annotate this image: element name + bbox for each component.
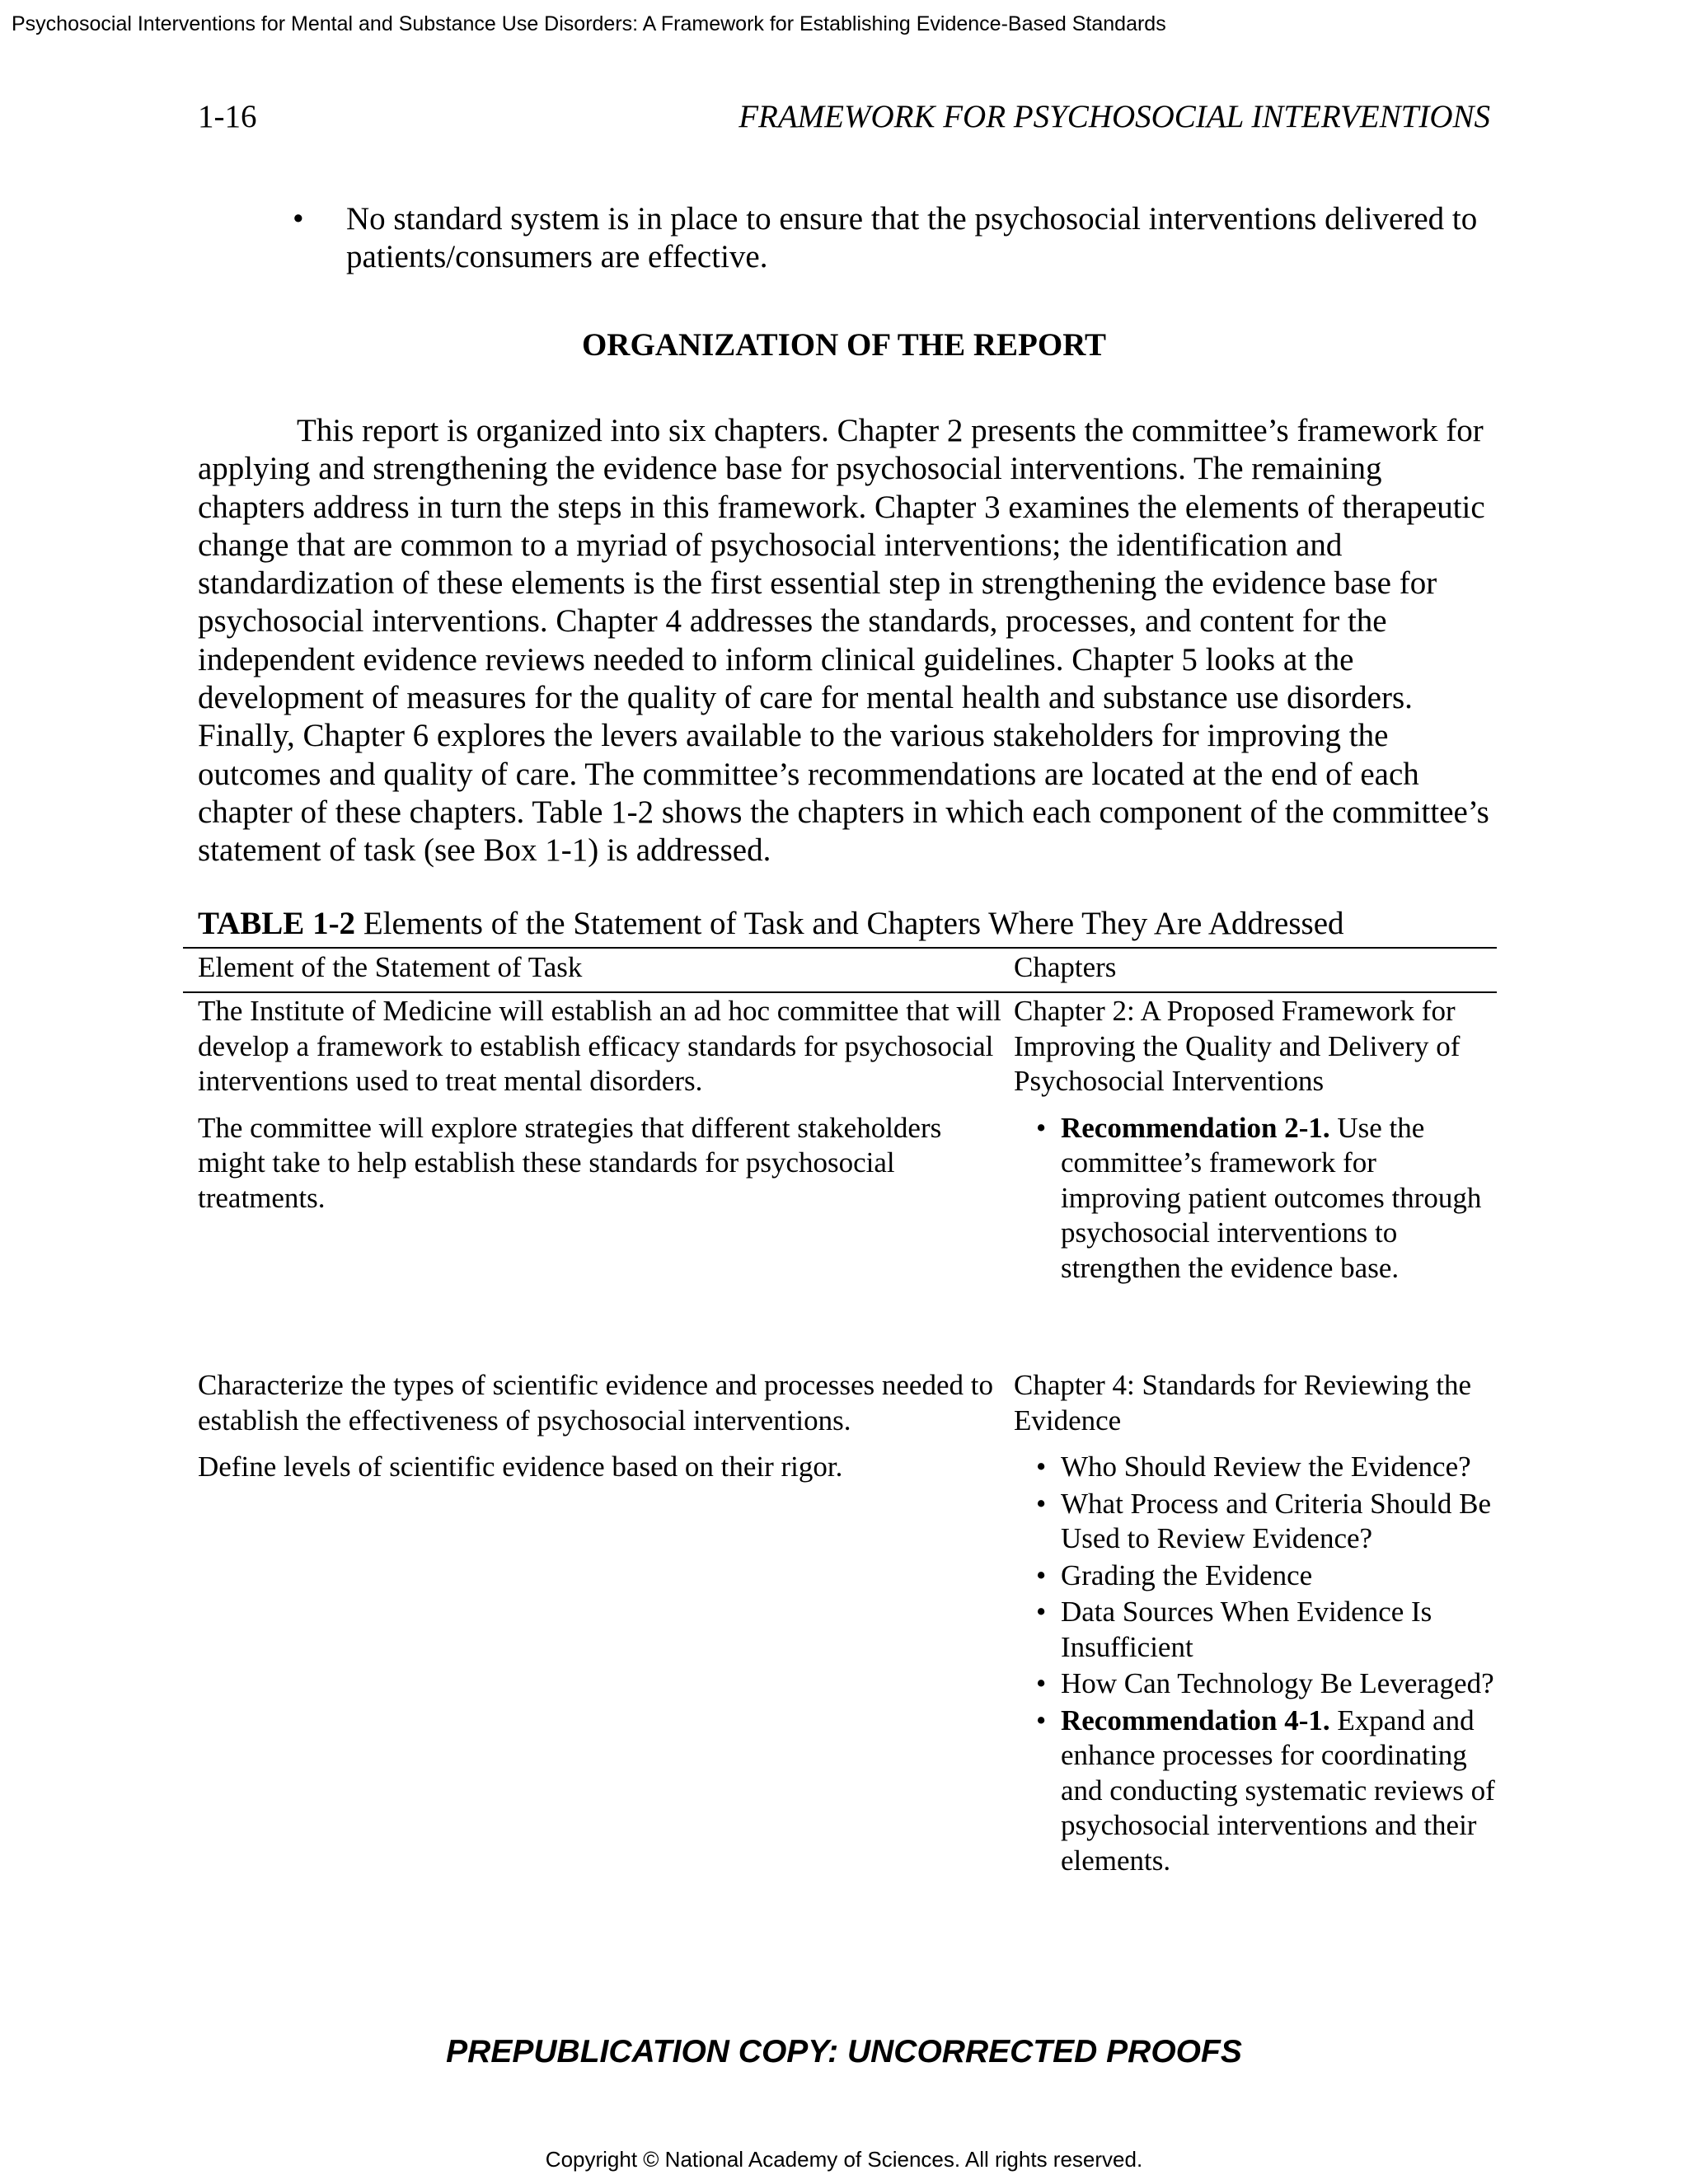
table-cell: Define levels of scientific evidence based on their rigor. — [198, 1451, 843, 1483]
chapter-title: Chapter 4: Standards for Reviewing the Evidence — [1014, 1369, 1472, 1436]
list-item — [1014, 1487, 1500, 1557]
running-head — [198, 97, 1490, 137]
document-title: Psychosocial Interventions for Mental and Substance Use Disorders: A Framework for Establishing Evidence-Based Standards — [12, 12, 1166, 35]
list-item — [1014, 1666, 1500, 1702]
list-item — [1014, 1595, 1500, 1665]
chapter-title: Chapter 2: A Proposed Framework for Improving the Quality and Delivery of Psychosocial Interventions — [1014, 995, 1461, 1097]
list-item — [1014, 1450, 1500, 1485]
table-row-2-chapters — [1014, 1368, 1500, 1878]
table-cell: The committee will explore strategies that different stakeholders might take to help establish these standards for psychosocial treatments. — [198, 1111, 942, 1214]
copyright-notice: Copyright © National Academy of Sciences. All rights reserved. — [545, 2147, 1143, 2172]
prepublication-footer: PREPUBLICATION COPY: UNCORRECTED PROOFS — [446, 2034, 1242, 2069]
chapter-bullet-list — [1014, 1450, 1500, 1878]
table-row-1-chapters — [1014, 994, 1500, 1286]
list-item — [1014, 1558, 1500, 1594]
body-paragraph: This report is organized into six chapters. Chapter 2 presents the committee’s framework for applying and strengthening the evidence base for psychosocial interventions. The remaining chapters address in turn the steps in this framework. Chapter 3 examines the elements of therapeutic change that are common to a myriad of psychosocial interventions; the identification and standardization of these elements is the first essential step in strengthening the evidence base for psychosocial interventions. Chapter 4 addresses the standards, processes, and content for the independent evidence reviews needed to inform clinical guidelines. Chapter 5 looks at the development of measures for the quality of care for mental health and substance use disorders. Finally, Chapter 6 explores the levers available to the various stakeholders for improving the outcomes and quality of care. The committee’s recommendations are located at the end of each chapter of these chapters. Table 1-2 shows the chapters in which each component of the committee’s statement of task (see Box 1-1) is addressed. — [198, 413, 1489, 869]
list-item — [1014, 1704, 1500, 1879]
table-top-rule — [183, 947, 1497, 949]
intro-bullet-text: No standard system is in place to ensure that the psychosocial interventions delivered to patients/consumers are effective. — [346, 201, 1478, 274]
bullet-marker: • — [293, 201, 304, 237]
recommendation-label: Recommendation 4-1. — [1061, 1704, 1330, 1736]
list-item-text: Data Sources When Evidence Is Insufficient — [1061, 1596, 1432, 1663]
table-caption-text: Elements of the Statement of Task and Chapters Where They Are Addressed — [355, 906, 1344, 941]
column-header-chapters: Chapters — [1014, 951, 1117, 983]
list-item-text: Who Should Review the Evidence? — [1061, 1451, 1471, 1483]
table-caption — [198, 905, 1500, 943]
list-item-text: Expand and enhance processes for coordinating and conducting systematic reviews of psychosocial interventions and their elements. — [1061, 1704, 1495, 1877]
list-item-text: How Can Technology Be Leveraged? — [1061, 1667, 1494, 1699]
page-number: 1-16 — [198, 99, 257, 134]
intro-bullet — [293, 200, 1496, 276]
table-row-1-elements — [198, 994, 1014, 1216]
table-row-2-elements — [198, 1368, 1014, 1485]
list-item — [1014, 1111, 1500, 1286]
column-header-element: Element of the Statement of Task — [198, 951, 583, 983]
running-head-title: FRAMEWORK FOR PSYCHOSOCIAL INTERVENTIONS — [738, 99, 1490, 134]
table-cell: Characterize the types of scientific evidence and processes needed to establish the effectiveness of psychosocial interventions. — [198, 1369, 993, 1436]
list-item-text: Use the committee’s framework for improving patient outcomes through psychosocial interventions to strengthen the evidence base. — [1061, 1111, 1482, 1284]
table-header-rule — [183, 991, 1497, 993]
table-cell: The Institute of Medicine will establish an ad hoc committee that will develop a framework to establish efficacy standards for psychosocial interventions used to treat mental disorders. — [198, 995, 1001, 1097]
recommendation-label: Recommendation 2-1. — [1061, 1111, 1330, 1144]
list-item-text: What Process and Criteria Should Be Used to Review Evidence? — [1061, 1487, 1491, 1554]
chapter-bullet-list — [1014, 1111, 1500, 1286]
list-item-text: Grading the Evidence — [1061, 1558, 1313, 1591]
table-label: TABLE 1-2 — [198, 906, 356, 941]
section-heading: ORGANIZATION OF THE REPORT — [581, 327, 1107, 363]
